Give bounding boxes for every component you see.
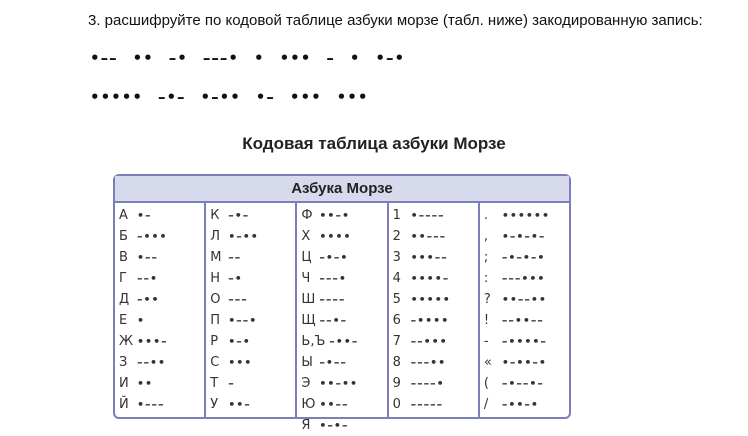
cell-char: А (119, 208, 128, 223)
cell-code: ––••–– (501, 314, 544, 327)
cell-code: –– (228, 251, 242, 264)
cell-char: Й (119, 397, 129, 412)
table-cell (119, 226, 204, 247)
cell-char: ; (483, 250, 489, 265)
cell-code: ––––• (410, 377, 445, 390)
cell-char: Ю (301, 397, 316, 412)
cell-char: К (210, 208, 220, 223)
cell-code: •––• (228, 314, 258, 327)
cell-char: Ф (301, 208, 313, 223)
cell-char: Я (301, 418, 311, 433)
table-cell (393, 352, 478, 373)
cell-char: . (483, 208, 488, 223)
cell-code: ••–• (319, 209, 350, 222)
cell-char: П (210, 313, 220, 328)
cell-char: Ь,Ъ (301, 334, 326, 349)
cell-char: ? (483, 292, 491, 307)
table-column (480, 203, 569, 419)
cell-char: 4 (392, 271, 401, 286)
cell-code: •–•– (319, 419, 349, 432)
table-cell (119, 289, 204, 310)
cell-char: У (210, 397, 219, 412)
table-cell (119, 268, 204, 289)
table-cell (484, 268, 569, 289)
cell-char: Р (210, 334, 219, 349)
cell-char: 5 (392, 292, 401, 307)
cell-code: –––••• (501, 272, 546, 285)
table-cell (484, 373, 569, 394)
table-cell (210, 352, 295, 373)
table-cell (210, 205, 295, 226)
cell-char: 8 (392, 355, 401, 370)
cell-code: ••–– (319, 398, 349, 411)
cell-code: –•–• (319, 251, 349, 264)
table-cell (484, 247, 569, 268)
cell-code: ––• (137, 272, 159, 285)
cell-code: •–•• (228, 230, 259, 243)
cell-char: Щ (301, 313, 316, 328)
cell-char: О (210, 292, 221, 307)
cell-code: ••––– (410, 230, 447, 243)
table-cell (301, 310, 386, 331)
cell-code: – (228, 377, 235, 390)
table-cell (210, 331, 295, 352)
cell-code: ••––•• (501, 293, 547, 306)
cell-char: Э (301, 376, 311, 391)
cell-char: С (210, 355, 220, 370)
morse-group: –––• (202, 49, 239, 67)
table-column (297, 203, 388, 433)
table-cell (301, 247, 386, 268)
cell-char: Ш (301, 292, 316, 307)
cell-code: ••• (228, 356, 253, 369)
table-cell (393, 205, 478, 226)
cell-char: ( (483, 376, 489, 391)
morse-group: • (349, 49, 361, 67)
table-cell (119, 205, 204, 226)
morse-group: ••• (289, 88, 322, 106)
cell-char: Б (119, 229, 128, 244)
cell-char: 9 (392, 376, 401, 391)
table-cell (301, 415, 386, 436)
cell-code: –• (228, 272, 243, 285)
table-cell (119, 331, 204, 352)
table-cell (484, 205, 569, 226)
cell-code: –••–• (501, 398, 539, 411)
table-cell (484, 331, 569, 352)
table-cell (210, 226, 295, 247)
table-cell (301, 352, 386, 373)
cell-char: « (483, 355, 492, 370)
morse-group: ••• (336, 88, 369, 106)
cell-code: –••– (329, 335, 359, 348)
cell-char: ! (483, 313, 490, 328)
morse-group: •– (255, 88, 275, 106)
cell-char: Г (119, 271, 127, 286)
table-cell (393, 247, 478, 268)
cell-code: ••••• (410, 293, 451, 306)
table-cell (301, 373, 386, 394)
table-cell (484, 289, 569, 310)
table-cell (301, 268, 386, 289)
table-cell (119, 352, 204, 373)
table-cell (301, 394, 386, 415)
cell-code: •–––– (410, 209, 445, 222)
cell-code: ••–•• (319, 377, 359, 390)
cell-char: З (119, 355, 128, 370)
cell-code: –•–– (319, 356, 347, 369)
cell-code: •––– (137, 398, 165, 411)
morse-group: – (326, 49, 335, 67)
table-cell (301, 205, 386, 226)
cell-char: Н (210, 271, 220, 286)
table-cell (210, 310, 295, 331)
table-cell (210, 247, 295, 268)
morse-group: –•– (157, 88, 186, 106)
cell-char: 6 (392, 313, 401, 328)
cell-code: –•–•–• (501, 251, 546, 264)
table-cell (301, 331, 386, 352)
cell-code: –••••– (501, 335, 547, 348)
cell-char: М (210, 250, 222, 265)
cell-char: : (483, 271, 489, 286)
morse-group: •• (132, 49, 154, 67)
cell-char: Ц (301, 250, 312, 265)
cell-code: ––––– (410, 398, 444, 411)
morse-group: –• (168, 49, 188, 67)
cell-char: , (483, 229, 488, 244)
table-cell (393, 289, 478, 310)
morse-code-table (113, 174, 571, 433)
cell-code: –••• (137, 230, 168, 243)
table-cell (484, 394, 569, 415)
morse-group: •–• (375, 49, 406, 67)
morse-group: • (253, 49, 265, 67)
table-cell (484, 226, 569, 247)
cell-char: Ж (119, 334, 134, 349)
cell-code: –•• (137, 293, 160, 306)
cell-char: Л (210, 229, 220, 244)
cell-char: Х (301, 229, 311, 244)
cell-char: 0 (392, 397, 401, 412)
cell-code: •–••–• (501, 356, 547, 369)
cell-code: •–• (228, 335, 251, 348)
cell-code: –––• (319, 272, 347, 285)
table-cell (301, 289, 386, 310)
cell-code: –––•• (410, 356, 447, 369)
table-cell (393, 331, 478, 352)
table-cell (210, 289, 295, 310)
cell-code: •–– (137, 251, 159, 264)
cell-char: / (483, 397, 489, 412)
cell-code: •– (137, 209, 152, 222)
table-column (389, 203, 480, 419)
table-cell (393, 226, 478, 247)
table-cell (119, 247, 204, 268)
cell-char: Т (210, 376, 219, 391)
table-cell (210, 268, 295, 289)
table-cell (210, 394, 295, 415)
cell-code: ––••• (410, 335, 448, 348)
table-cell (119, 394, 204, 415)
table-cell (393, 394, 478, 415)
cell-char: Е (119, 313, 128, 328)
table-cell (393, 310, 478, 331)
cell-code: •••– (137, 335, 168, 348)
cell-code: •••••• (501, 209, 550, 222)
cell-char: В (119, 250, 128, 265)
cell-code: ••– (228, 398, 251, 411)
table-cell (484, 352, 569, 373)
cell-char: 3 (392, 250, 401, 265)
morse-group: •–– (90, 49, 118, 67)
table-column (115, 203, 206, 419)
cell-code: ••••– (410, 272, 450, 285)
morse-group: •–•• (200, 88, 241, 106)
cell-char: - (483, 334, 489, 349)
table-cell (393, 268, 478, 289)
cell-code: –––– (319, 293, 346, 306)
task-text: 3. расшифруйте по кодовой таблице азбуки морзе (табл. ниже) закодированную запись: (88, 12, 703, 29)
cell-code: –•••• (410, 314, 450, 327)
table-cell (393, 373, 478, 394)
cell-char: Д (119, 292, 130, 307)
morse-group: ••••• (90, 88, 143, 106)
table-cell (210, 373, 295, 394)
encoded-line-1 (90, 49, 420, 67)
cell-code: ––– (228, 293, 248, 306)
table-cell (119, 373, 204, 394)
table-cell (119, 310, 204, 331)
table-cell (484, 310, 569, 331)
encoded-line-2 (90, 88, 383, 106)
cell-code: •••–– (410, 251, 448, 264)
cell-code: • (137, 314, 146, 327)
cell-code: •••• (319, 230, 352, 243)
table-header: Азбука Морзе (115, 176, 569, 203)
cell-code: •• (137, 377, 154, 390)
table-columns (115, 203, 569, 433)
cell-char: 7 (392, 334, 401, 349)
morse-group: ••• (279, 49, 312, 67)
cell-code: –•– (228, 209, 250, 222)
cell-code: •–•–•– (501, 230, 546, 243)
cell-char: 1 (392, 208, 401, 223)
cell-char: 2 (392, 229, 401, 244)
cell-code: –•––•– (501, 377, 544, 390)
cell-code: ––•• (137, 356, 167, 369)
table-column (206, 203, 297, 419)
cell-char: И (119, 376, 129, 391)
table-title: Кодовая таблица азбуки Морзе (242, 134, 506, 153)
cell-code: ––•– (319, 314, 348, 327)
cell-char: Ы (301, 355, 313, 370)
cell-char: Ч (301, 271, 311, 286)
table-cell (301, 226, 386, 247)
